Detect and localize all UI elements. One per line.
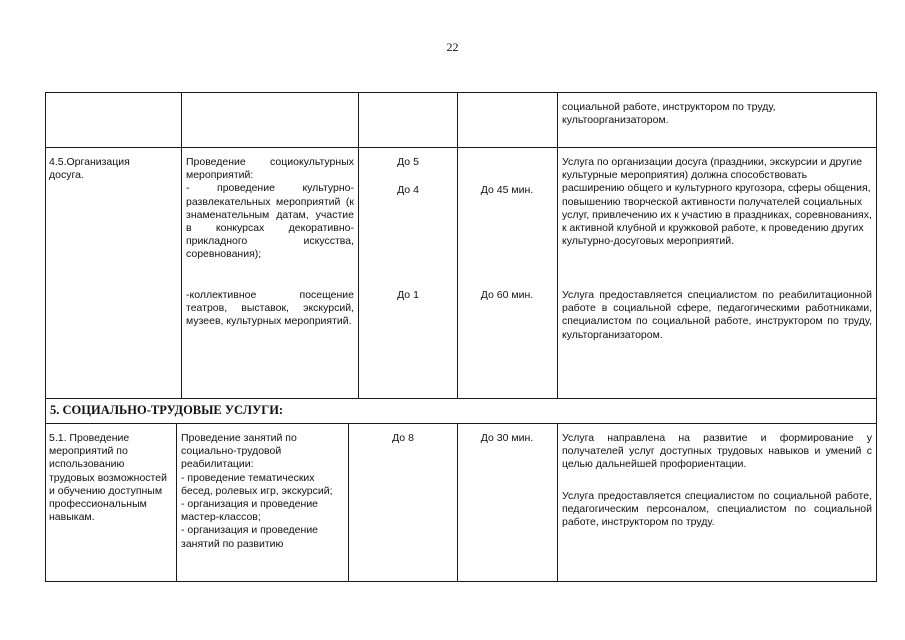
- column-divider: [358, 92, 359, 398]
- service-name-5-1: 5.1. Проведение мероприятий по использованию трудовых возможностей и обучению доступным профессиональным навыкам.: [49, 432, 167, 524]
- volume-4-5a: До 5: [397, 156, 419, 168]
- service-content-5-1: Проведение занятий по социально-трудовой реабилитации: - проведение тематических бесед, ролевых игр, экскурсий; - организация и проведение мастер-классов; - организация и проведение занятий по развитию: [181, 432, 333, 550]
- service-content-4-5a: Проведение социокультурных мероприятий: - проведение культурно-развлекательных мероприятий (к знаменательным датам, участие в конкурсах декоративно-прикладного искусства, соревнования);: [186, 156, 354, 261]
- time-4-5c: До 60 мин.: [480, 289, 534, 301]
- volume-5-1: До 8: [392, 432, 414, 444]
- description-4-5b: Услуга предоставляется специалистом по реабилитационной работе в социальной сфере, педагогическими работниками, специалистом по социальной работе, инструктором по труду, культорганизатором.: [562, 289, 872, 341]
- row-divider: [45, 398, 877, 399]
- column-divider: [557, 423, 558, 582]
- description-5-1b: Услуга предоставляется специалистом по социальной работе, педагогическим персоналом, специалистом по социальной работе, инструктором по труду.: [562, 490, 872, 529]
- block1-description: социальной работе, инструктором по труду, культоорганизатором.: [562, 101, 776, 127]
- column-divider: [348, 423, 349, 582]
- column-divider: [176, 423, 177, 582]
- time-5-1: До 30 мин.: [480, 432, 534, 444]
- description-5-1a: Услуга направлена на развитие и формирование у получателей услуг доступных трудовых навыков и умений с целью дальнейшей профориентации.: [562, 432, 872, 471]
- time-4-5b: До 45 мин.: [480, 184, 534, 196]
- description-4-5a: Услуга по организации досуга (праздники, экскурсии и другие культурные мероприятия) должна способствовать расширению общего и культурного кругозора, сферы общения, повышению творческой активности получателей социальных услуг, привлечению их к участию в праздниках, соревнованиях, к активной клубной и кружковой работе, к проведению других культурно-досуговых мероприятий.: [562, 156, 872, 248]
- page-number: 22: [446, 40, 459, 54]
- column-divider: [181, 92, 182, 398]
- row-divider: [45, 423, 877, 424]
- service-name-4-5: 4.5.Организация досуга.: [49, 156, 130, 182]
- volume-4-5c: До 1: [397, 289, 419, 301]
- column-divider: [557, 92, 558, 398]
- column-divider: [457, 423, 458, 582]
- row-divider: [45, 147, 877, 148]
- service-content-4-5b: -коллективное посещение театров, выставок, экскурсий, музеев, культурных мероприятий.: [186, 289, 354, 328]
- section-5-title: 5. СОЦИАЛЬНО-ТРУДОВЫЕ УСЛУГИ:: [50, 403, 284, 417]
- volume-4-5b: До 4: [397, 184, 419, 196]
- column-divider: [457, 92, 458, 398]
